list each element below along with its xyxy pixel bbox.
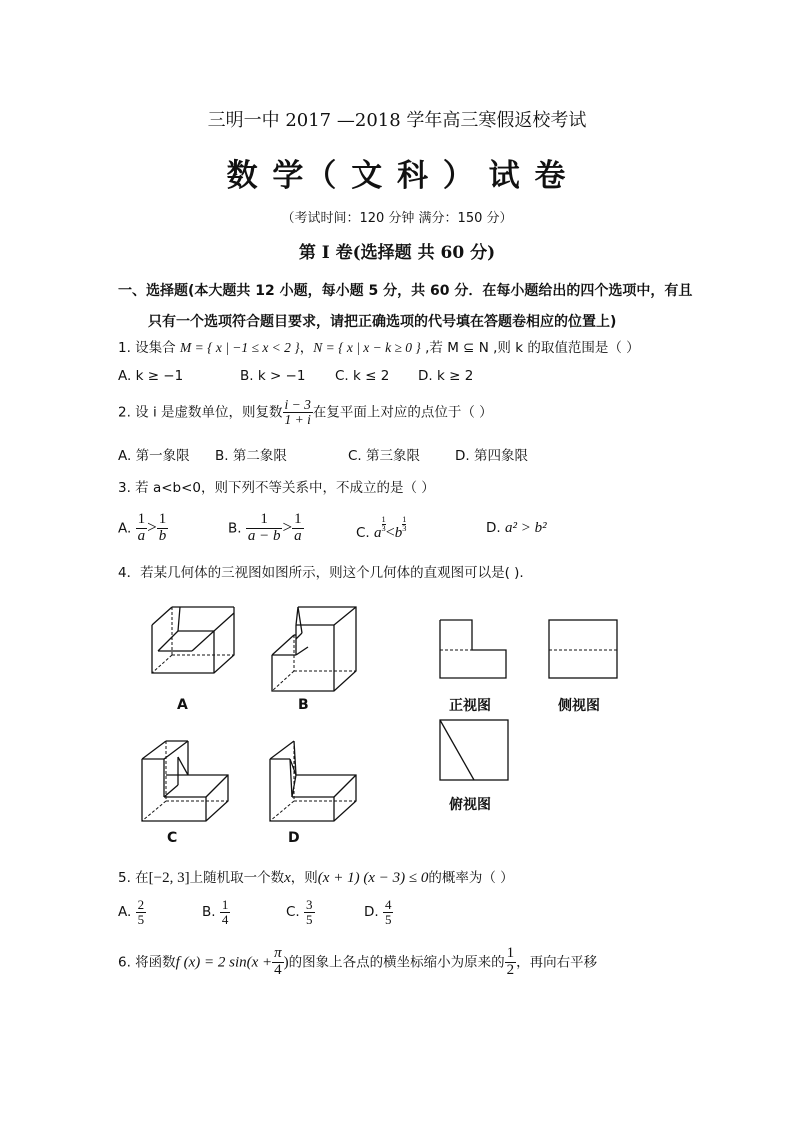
q1-set-m: M = { x | −1 ≤ x < 2 } [179, 340, 300, 355]
section-instruction-line2: 只有一个选项符合题目要求，请把正确选项的代号填在答题卷相应的位置上) [148, 314, 617, 330]
front-view-label: 正视图 [449, 698, 491, 714]
q3-d-label: D. [486, 520, 501, 536]
side-view-figure [545, 618, 621, 682]
q3-a-label: A. [118, 520, 132, 537]
q5-option-a: A. $\frac{2}{5}$ [118, 897, 145, 927]
q3-a-frac-right: $\frac{1}{b}$ [158, 511, 167, 544]
q2-denominator: 1 + i [284, 412, 311, 428]
q1-set-n: N = { x | x − k ≥ 0 } [313, 340, 421, 355]
q2-prefix: 2. 设 i 是虚数单位，则复数 [118, 404, 283, 421]
figure-b-label: B [298, 697, 309, 713]
q5-option-d: D. $\frac{4}{5}$ [364, 897, 392, 927]
figure-c-label: C [167, 830, 178, 846]
figure-a [148, 603, 238, 693]
section-title: 第 I 卷(选择题 共 60 分) [298, 243, 496, 263]
side-view-label: 侧视图 [558, 698, 600, 714]
q5-inequality: (x + 1) (x − 3) ≤ 0 [317, 870, 429, 886]
q1-option-b: B. k > −1 [240, 368, 306, 384]
q1-sep: ， [299, 340, 314, 356]
q3-c-label: C. [356, 524, 370, 541]
q3-b-frac-right: $\frac{1}{a}$ [294, 511, 302, 544]
q5-option-c: C. $\frac{3}{5}$ [286, 897, 313, 927]
front-view-figure [436, 618, 510, 682]
q2-fraction [283, 398, 313, 427]
exam-title: 数 学（ 文 科 ） 试 卷 [226, 158, 568, 194]
q3-a-frac-left: $\frac{1}{a}$ [137, 511, 146, 544]
q6-function: f (x) = 2 sin(x + [175, 954, 273, 971]
top-view-figure [436, 718, 512, 784]
q1-option-d: D. k ≥ 2 [418, 368, 474, 384]
q1-prefix: 1. 设集合 [118, 340, 180, 356]
q2-suffix: 在复平面上对应的点位于（ ） [312, 404, 493, 421]
q5-option-b: B. $\frac{1}{4}$ [202, 897, 229, 927]
q2-option-b: B. 第二象限 [215, 448, 287, 464]
q3-option-c: C. a $\frac{1}{3}$ <b $\frac{1}{3}$ [356, 515, 407, 541]
question-1 [118, 336, 640, 356]
q1-option-c: C. k ≤ 2 [335, 368, 390, 384]
q1-option-a: A. k ≥ −1 [118, 368, 184, 384]
q3-option-d: D. a² > b² [486, 520, 547, 536]
question-2 [118, 398, 493, 427]
q3-option-a: A. $\frac{1}{a}$ > $\frac{1}{b}$ [118, 511, 167, 544]
exam-info: （考试时间：120 分钟 满分：150 分） [281, 211, 513, 226]
figure-c [138, 735, 238, 825]
section-instruction-line1: 一、选择题(本大题共 12 小题，每小题 5 分，共 60 分．在每小题给出的四个选项中，有且 [118, 283, 693, 299]
q3-b-label: B. [228, 520, 242, 537]
question-3: 3. 若 a<b<0，则下列不等关系中，不成立的是（ ） [118, 480, 435, 496]
question-5: 5. 在[−2, 3]上随机取一个数x，则(x + 1) (x − 3) ≤ 0的概率为（ ） [118, 870, 514, 886]
top-view-label: 俯视图 [449, 797, 491, 813]
q3-option-b: B. $\frac{1}{a - b}$ > $\frac{1}{a}$ [228, 511, 302, 544]
q2-option-c: C. 第三象限 [348, 448, 421, 464]
figure-d-label: D [288, 830, 300, 846]
question-4: 4．若某几何体的三视图如图所示，则这个几何体的直观图可以是( ). [118, 565, 524, 581]
q2-numerator: i − 3 [284, 397, 311, 412]
question-6: 6. 将函数f (x) = 2 sin(x + $\frac{\pi}{4}$ )的图象上各点的横坐标缩小为原来的 $\frac{1}{2}$ ，再向右平移 [118, 945, 598, 978]
q2-option-d: D. 第四象限 [455, 448, 528, 464]
figure-b [268, 603, 360, 693]
school-title: 三明一中 2017 —2018 学年高三寒假返校考试 [207, 110, 587, 131]
q1-suffix: ,若 M ⊆ N ,则 k 的取值范围是（ ） [420, 340, 640, 356]
figure-a-label: A [177, 697, 188, 713]
q2-option-a: A. 第一象限 [118, 448, 190, 464]
figure-d [266, 735, 364, 825]
q3-b-frac-left: $\frac{1}{a - b}$ [247, 511, 281, 544]
q5-interval: [−2, 3] [148, 870, 190, 886]
